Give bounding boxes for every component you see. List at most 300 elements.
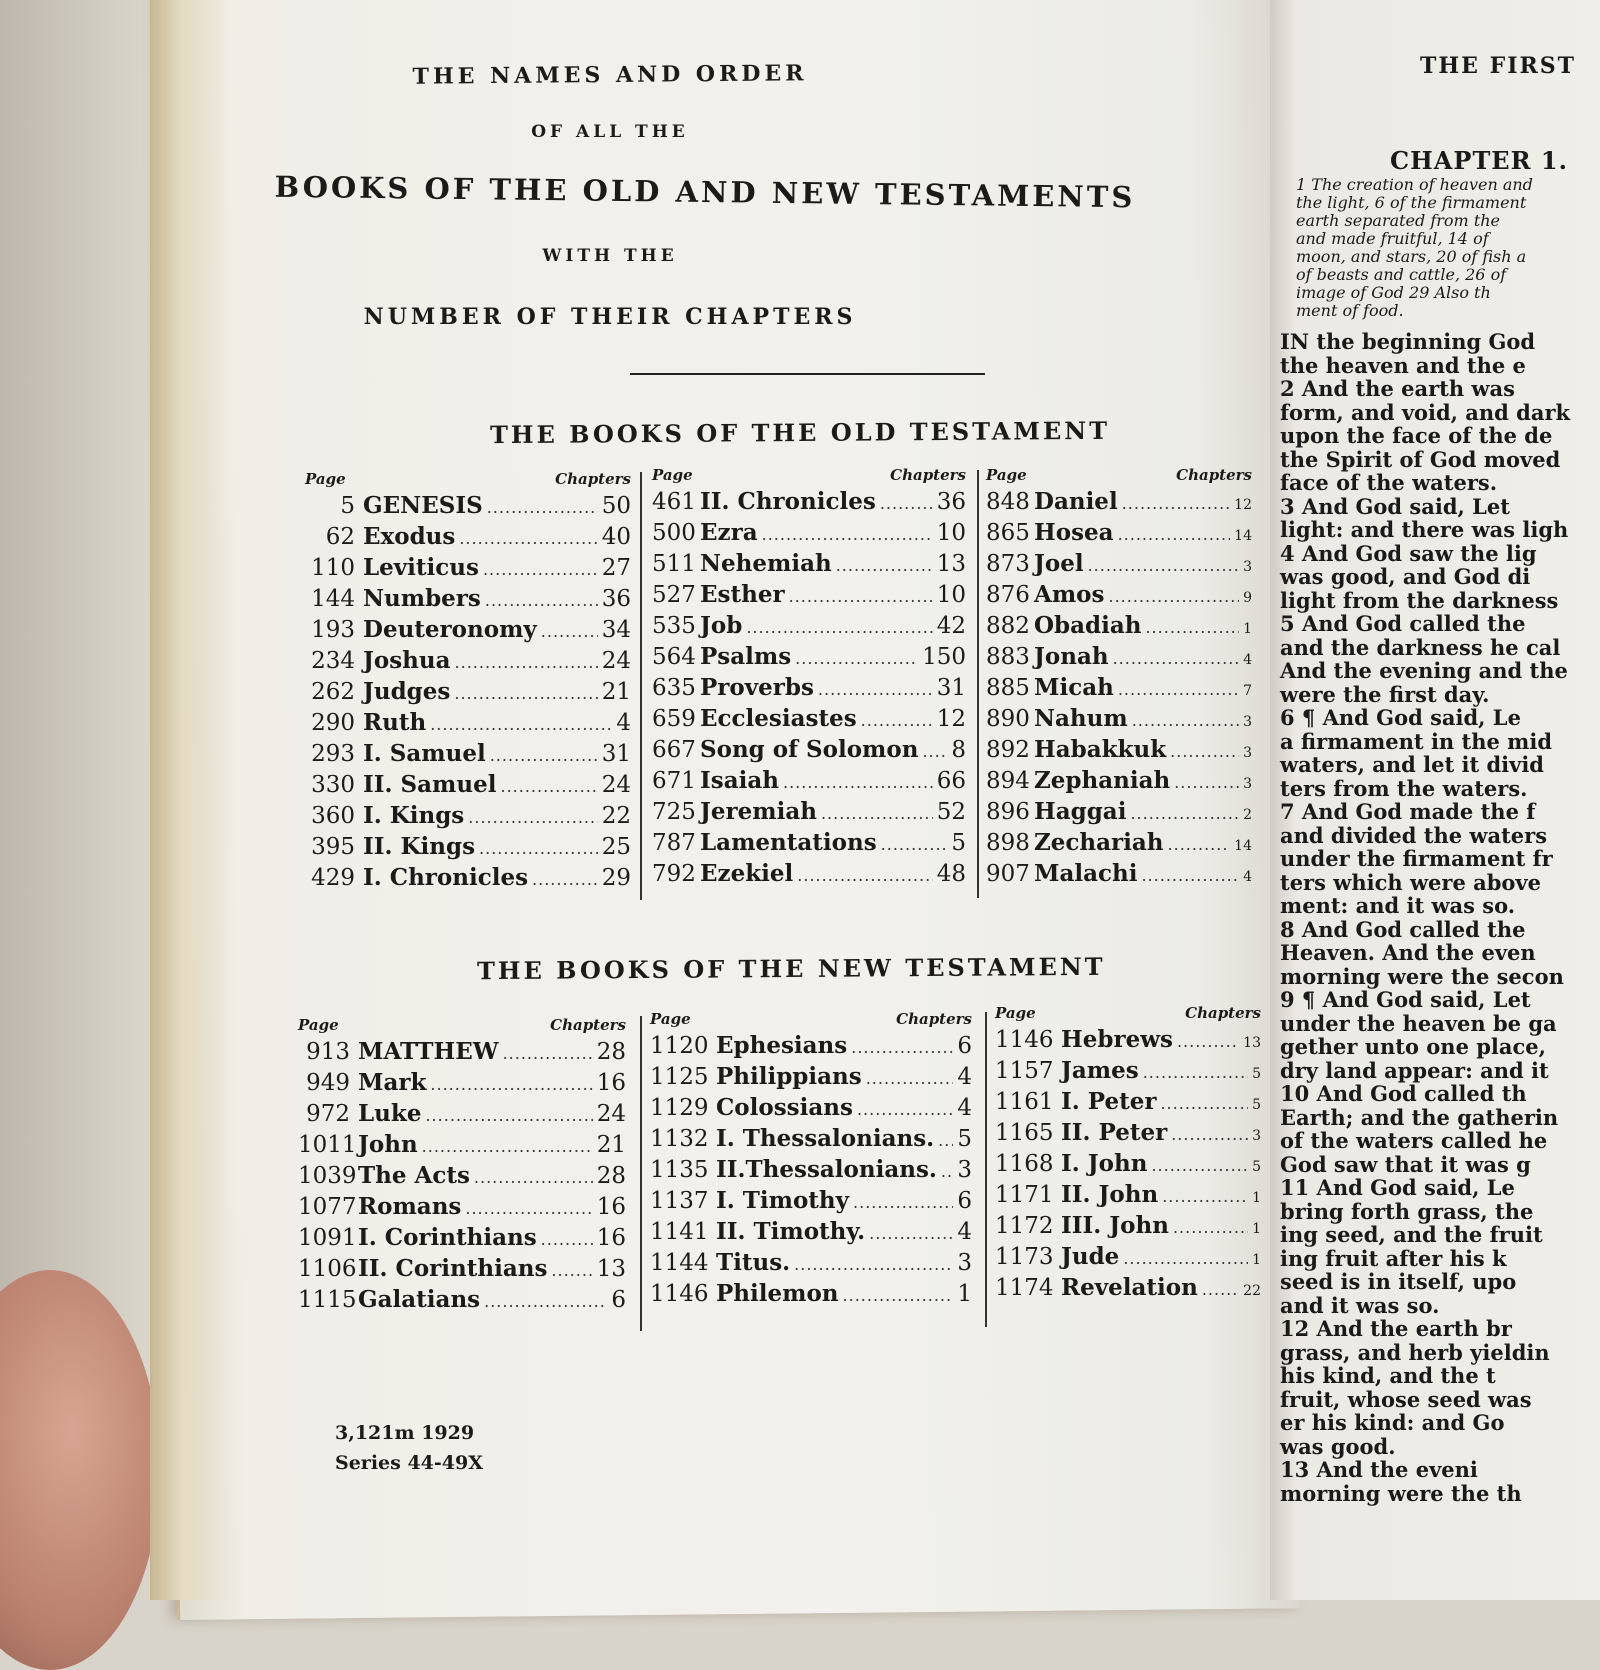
- book-page-number: 890: [986, 706, 1030, 732]
- page-label: Page: [986, 466, 1027, 484]
- book-name: II. Chronicles: [700, 488, 876, 515]
- book-page-number: 1171: [995, 1182, 1054, 1208]
- leader-dots: [818, 680, 933, 699]
- column-header: [650, 1010, 972, 1032]
- book-chapter-count: 4: [957, 1095, 972, 1121]
- book-entry: [986, 860, 1252, 891]
- book-chapter-count: 13: [596, 1256, 626, 1282]
- verse-line: 5 And God called the: [1280, 611, 1526, 636]
- leader-dots: [762, 525, 933, 544]
- book-page-number: 876: [986, 582, 1030, 608]
- book-name: Deuteronomy: [363, 616, 537, 643]
- chapters-label: Chapters: [1185, 1004, 1261, 1022]
- book-page-number: 1144: [650, 1250, 709, 1276]
- chapter-summary: [1296, 176, 1600, 320]
- leader-dots: [474, 1168, 593, 1187]
- book-name: Song of Solomon: [700, 736, 919, 763]
- verse-line: light from the darkness: [1280, 587, 1559, 613]
- book-chapter-count: 1: [1243, 621, 1252, 637]
- book-chapter-count: 14: [1234, 528, 1252, 544]
- leader-dots: [468, 808, 597, 827]
- book-name: II. Kings: [363, 833, 476, 860]
- book-page-number: 913: [306, 1039, 350, 1065]
- book-name: I. John: [1061, 1150, 1148, 1177]
- genesis-page: [1280, 55, 1600, 1505]
- book-entry: [652, 612, 966, 643]
- book-entry: [986, 705, 1252, 736]
- book-name: II. Timothy.: [716, 1218, 866, 1245]
- book-entry: [650, 1156, 972, 1187]
- book-chapter-count: 10: [936, 582, 966, 608]
- book-chapter-count: 1: [1252, 1252, 1261, 1268]
- book-page-number: 873: [986, 551, 1030, 577]
- verse-line: of the waters called he: [1280, 1128, 1548, 1153]
- book-entry: [995, 1181, 1261, 1212]
- book-page-number: 848: [986, 489, 1030, 515]
- book-entry: [652, 519, 966, 550]
- leader-dots: [1168, 835, 1231, 854]
- book-name: Proverbs: [700, 674, 814, 701]
- book-chapter-count: 14: [1234, 838, 1252, 854]
- verse-line: 7 And God made the f: [1280, 799, 1536, 824]
- leader-dots: [485, 591, 598, 610]
- leader-dots: [1122, 494, 1230, 513]
- book-name: Ecclesiastes: [700, 705, 857, 732]
- book-entry: [995, 1212, 1261, 1243]
- book-name: I. Timothy: [716, 1187, 850, 1214]
- ot-column-1: [305, 470, 631, 895]
- book-page-number: 193: [311, 617, 355, 643]
- book-entry: [305, 802, 631, 833]
- verse-line: was good.: [1280, 1433, 1396, 1459]
- book-page-number: 725: [652, 799, 696, 825]
- book-entry: [995, 1119, 1261, 1150]
- book-chapter-count: 4: [1243, 869, 1252, 885]
- summary-line: moon, and stars, 20 of fish a: [1296, 247, 1527, 266]
- book-entry: [305, 833, 631, 864]
- verse-line: And the evening and the: [1280, 658, 1568, 683]
- book-name: Jonah: [1034, 643, 1109, 670]
- verse-line: ment: and it was so.: [1280, 893, 1516, 918]
- page-label: Page: [305, 470, 346, 488]
- book-entry: [298, 1038, 626, 1069]
- book-name: I. Corinthians: [358, 1224, 537, 1251]
- book-chapter-count: 2: [1243, 807, 1252, 823]
- book-chapter-count: 28: [596, 1039, 626, 1065]
- book-page-number: 1135: [650, 1157, 709, 1183]
- book-entry: [652, 860, 966, 891]
- book-chapter-count: 22: [601, 803, 631, 829]
- title-line-4: WITH THE: [542, 246, 678, 266]
- book-page-number: 1165: [995, 1120, 1054, 1146]
- book-chapter-count: 50: [601, 493, 631, 519]
- page-label: Page: [995, 1004, 1036, 1022]
- book-page-number: 972: [306, 1101, 350, 1127]
- book-name: Jeremiah: [700, 798, 817, 825]
- book-entry: [986, 519, 1252, 550]
- leader-dots: [1130, 804, 1239, 823]
- book-name: Numbers: [363, 585, 481, 612]
- book-name: III. John: [1061, 1212, 1169, 1239]
- leader-dots: [500, 777, 597, 796]
- leader-dots: [1143, 1063, 1248, 1082]
- book-entry: [986, 767, 1252, 798]
- book-entry: [305, 554, 631, 585]
- book-page-number: 1161: [995, 1089, 1054, 1115]
- chapters-label: Chapters: [1176, 466, 1252, 484]
- book-page-number: 659: [652, 706, 696, 732]
- book-entry: [650, 1063, 972, 1094]
- book-page-number: 949: [306, 1070, 350, 1096]
- book-chapter-count: 3: [1243, 714, 1252, 730]
- book-entry: [995, 1243, 1261, 1274]
- book-chapter-count: 52: [936, 799, 966, 825]
- book-chapter-count: 1: [1252, 1221, 1261, 1237]
- verse-line: was good, and God di: [1280, 564, 1531, 589]
- leader-dots: [483, 560, 598, 579]
- right-page-title: THE FIRST: [1420, 53, 1577, 79]
- book-entry: [305, 647, 631, 678]
- book-page-number: 896: [986, 799, 1030, 825]
- book-name: Habakkuk: [1034, 736, 1167, 763]
- page-label: Page: [298, 1016, 339, 1034]
- book-chapter-count: 5: [951, 830, 966, 856]
- book-page-number: 500: [652, 520, 696, 546]
- book-page-number: 892: [986, 737, 1030, 763]
- book-entry: [650, 1218, 972, 1249]
- book-entry: [652, 674, 966, 705]
- book-name: Mark: [358, 1069, 427, 1096]
- book-entry: [650, 1094, 972, 1125]
- book-page-number: 144: [311, 586, 355, 612]
- book-page-number: 865: [986, 520, 1030, 546]
- book-name: John: [358, 1131, 418, 1158]
- verse-line: God saw that it was g: [1280, 1151, 1531, 1177]
- book-name: Galatians: [358, 1286, 481, 1313]
- verse-line: er his kind: and Go: [1280, 1410, 1505, 1435]
- book-chapter-count: 10: [936, 520, 966, 546]
- book-chapter-count: 4: [957, 1219, 972, 1245]
- book-page-number: 1106: [298, 1256, 357, 1282]
- verse-line: ing fruit after his k: [1280, 1245, 1507, 1271]
- book-name: Nahum: [1034, 705, 1128, 732]
- series-code: Series 44-49X: [335, 1452, 483, 1474]
- ot-column-3: [986, 466, 1252, 891]
- verse-line: upon the face of the de: [1280, 423, 1553, 448]
- chapter-body: [1280, 330, 1600, 1505]
- column-header: [995, 1004, 1261, 1026]
- ot-separator-1: [640, 472, 642, 900]
- summary-line: image of God 29 Also th: [1296, 283, 1491, 302]
- column-header: [986, 466, 1252, 488]
- book-entry: [652, 581, 966, 612]
- book-chapter-count: 13: [1243, 1035, 1261, 1051]
- book-name: Ezekiel: [700, 860, 794, 887]
- book-name: Ezra: [700, 519, 758, 546]
- book-page-number: 787: [652, 830, 696, 856]
- book-chapter-count: 3: [1243, 559, 1252, 575]
- book-name: Obadiah: [1034, 612, 1142, 639]
- book-entry: [305, 492, 631, 523]
- book-chapter-count: 31: [936, 675, 966, 701]
- leader-dots: [843, 1286, 954, 1305]
- leader-dots: [941, 1162, 953, 1181]
- leader-dots: [881, 835, 948, 854]
- book-chapter-count: 5: [1252, 1097, 1261, 1113]
- leader-dots: [1108, 587, 1239, 606]
- leader-dots: [922, 742, 947, 761]
- book-page-number: 234: [311, 648, 355, 674]
- book-chapter-count: 3: [1243, 776, 1252, 792]
- verse-line: face of the waters.: [1280, 470, 1498, 495]
- book-chapter-count: 66: [936, 768, 966, 794]
- book-entry: [652, 550, 966, 581]
- leader-dots: [857, 1100, 953, 1119]
- book-entry: [305, 864, 631, 895]
- book-name: Malachi: [1034, 860, 1138, 887]
- verse-line: morning were the th: [1280, 1480, 1522, 1506]
- book-page-number: 1157: [995, 1058, 1054, 1084]
- book-name: Jude: [1061, 1243, 1120, 1270]
- book-chapter-count: 9: [1243, 590, 1252, 606]
- book-entry: [995, 1057, 1261, 1088]
- leader-dots: [430, 1075, 592, 1094]
- column-header: [298, 1016, 626, 1038]
- nt-column-1: [298, 1016, 626, 1317]
- book-chapter-count: 4: [1243, 652, 1252, 668]
- book-name: Lamentations: [700, 829, 877, 856]
- book-page-number: 635: [652, 675, 696, 701]
- book-entry: [650, 1187, 972, 1218]
- nt-separator-1: [640, 1016, 642, 1331]
- verse-line: ing seed, and the fruit: [1280, 1222, 1543, 1247]
- book-name: II. Peter: [1061, 1119, 1168, 1146]
- chapters-label: Chapters: [555, 470, 631, 488]
- leader-dots: [1174, 773, 1239, 792]
- book-name: Zechariah: [1034, 829, 1164, 856]
- verse-line: 13 And the eveni: [1280, 1457, 1478, 1482]
- old-testament-title: THE BOOKS OF THE OLD TESTAMENT: [489, 415, 1111, 450]
- book-name: Luke: [358, 1100, 422, 1127]
- summary-line: 1 The creation of heaven and: [1296, 175, 1533, 194]
- book-entry: [995, 1088, 1261, 1119]
- leader-dots: [797, 866, 932, 885]
- book-chapter-count: 150: [922, 644, 966, 670]
- book-page-number: 1146: [650, 1281, 709, 1307]
- chapters-label: Chapters: [550, 1016, 626, 1034]
- book-name: Nehemiah: [700, 550, 832, 577]
- book-name: I. Thessalonians.: [716, 1125, 935, 1152]
- leader-dots: [1118, 680, 1239, 699]
- title-line-3: BOOKS OF THE OLD AND NEW TESTAMENTS: [274, 169, 1136, 215]
- book-name: Esther: [700, 581, 785, 608]
- book-name: Joel: [1034, 550, 1084, 577]
- book-page-number: 671: [652, 768, 696, 794]
- leader-dots: [1202, 1280, 1239, 1299]
- book-entry: [986, 829, 1252, 860]
- book-page-number: 62: [325, 524, 355, 550]
- book-name: II. Corinthians: [358, 1255, 548, 1282]
- title-line-2: OF ALL THE: [531, 122, 689, 142]
- book-page-number: 792: [652, 861, 696, 887]
- book-entry: [650, 1032, 972, 1063]
- book-chapter-count: 31: [601, 741, 631, 767]
- verse-line: bring forth grass, the: [1280, 1198, 1534, 1224]
- title-rule: [630, 373, 985, 375]
- book-chapter-count: 22: [1243, 1283, 1261, 1299]
- book-page-number: 1077: [298, 1194, 357, 1220]
- book-entry: [305, 740, 631, 771]
- book-name: Revelation: [1061, 1274, 1198, 1301]
- page-label: Page: [650, 1010, 691, 1028]
- leader-dots: [861, 711, 933, 730]
- book-entry: [652, 643, 966, 674]
- book-chapter-count: 5: [957, 1126, 972, 1152]
- book-chapter-count: 3: [1252, 1128, 1261, 1144]
- leader-dots: [1123, 1249, 1248, 1268]
- verse-line: 11 And God said, Le: [1280, 1175, 1515, 1200]
- book-entry: [986, 612, 1252, 643]
- book-name: I. Kings: [363, 802, 465, 829]
- book-name: Amos: [1034, 581, 1105, 608]
- verse-line: fruit, whose seed was: [1280, 1386, 1532, 1412]
- book-name: II. John: [1061, 1181, 1159, 1208]
- book-chapter-count: 34: [601, 617, 631, 643]
- book-chapter-count: 12: [936, 706, 966, 732]
- book-name: I. Peter: [1061, 1088, 1157, 1115]
- book-page-number: 883: [986, 644, 1030, 670]
- leader-dots: [551, 1261, 592, 1280]
- verse-line: under the heaven be ga: [1280, 1010, 1557, 1036]
- book-entry: [986, 581, 1252, 612]
- verse-line: the Spirit of God moved: [1280, 446, 1561, 472]
- verse-line: and the darkness he cal: [1280, 634, 1561, 660]
- leader-dots: [430, 715, 612, 734]
- leader-dots: [454, 684, 597, 703]
- book-name: Colossians: [716, 1094, 853, 1121]
- book-entry: [995, 1150, 1261, 1181]
- verse-line: Earth; and the gatherin: [1280, 1104, 1559, 1130]
- book-entry: [652, 767, 966, 798]
- verse-line: Heaven. And the even: [1280, 940, 1536, 965]
- book-page-number: 1146: [995, 1027, 1054, 1053]
- book-name: Micah: [1034, 674, 1114, 701]
- book-chapter-count: 5: [1252, 1159, 1261, 1175]
- verse-line: the heaven and the e: [1280, 352, 1526, 378]
- book-chapter-count: 6: [611, 1287, 626, 1313]
- book-page-number: 527: [652, 582, 696, 608]
- book-page-number: 1011: [298, 1132, 357, 1158]
- book-page-number: 564: [652, 644, 696, 670]
- book-name: James: [1061, 1057, 1139, 1084]
- book-chapter-count: 24: [596, 1101, 626, 1127]
- leader-dots: [1145, 618, 1239, 637]
- book-chapter-count: 3: [1243, 745, 1252, 761]
- verse-line: and it was so.: [1280, 1292, 1440, 1318]
- verse-line: 2 And the earth was: [1280, 376, 1515, 401]
- book-page-number: 1141: [650, 1219, 709, 1245]
- chapters-label: Chapters: [896, 1010, 972, 1028]
- verse-line: form, and void, and dark: [1280, 399, 1571, 425]
- book-entry: [298, 1100, 626, 1131]
- book-name: Haggai: [1034, 798, 1127, 825]
- book-page-number: 5: [340, 493, 355, 519]
- leader-dots: [541, 622, 598, 641]
- book-entry: [986, 736, 1252, 767]
- book-name: I. Samuel: [363, 740, 486, 767]
- title-line-5: NUMBER OF THEIR CHAPTERS: [363, 304, 857, 330]
- book-chapter-count: 16: [596, 1070, 626, 1096]
- book-page-number: 667: [652, 737, 696, 763]
- book-page-number: 1091: [298, 1225, 357, 1251]
- book-entry: [650, 1125, 972, 1156]
- book-entry: [298, 1224, 626, 1255]
- book-entry: [298, 1286, 626, 1317]
- book-name: Titus.: [716, 1249, 791, 1276]
- book-chapter-count: 24: [601, 648, 631, 674]
- book-name: Hebrews: [1061, 1026, 1173, 1053]
- leader-dots: [794, 1255, 953, 1274]
- verse-line: his kind, and the t: [1280, 1363, 1496, 1388]
- book-page-number: 110: [311, 555, 355, 581]
- leader-dots: [1173, 1218, 1248, 1237]
- book-entry: [986, 798, 1252, 829]
- verse-line: 9 ¶ And God said, Let: [1280, 987, 1531, 1012]
- leader-dots: [503, 1044, 593, 1063]
- leader-dots: [746, 618, 932, 637]
- leader-dots: [866, 1069, 954, 1088]
- book-entry: [298, 1162, 626, 1193]
- print-code: 3,121m 1929: [335, 1422, 475, 1444]
- book-page-number: 262: [311, 679, 355, 705]
- book-chapter-count: 25: [601, 834, 631, 860]
- chapters-label: Chapters: [890, 466, 966, 484]
- book-page-number: 1120: [650, 1033, 709, 1059]
- verse-line: 6 ¶ And God said, Le: [1280, 705, 1521, 730]
- book-page-number: 461: [652, 489, 696, 515]
- book-chapter-count: 28: [596, 1163, 626, 1189]
- book-chapter-count: 48: [936, 861, 966, 887]
- nt-column-2: [650, 1010, 972, 1311]
- book-page-number: 1115: [298, 1287, 357, 1313]
- book-name: I. Chronicles: [363, 864, 529, 891]
- book-name: Philippians: [716, 1063, 862, 1090]
- verse-line: dry land appear: and it: [1280, 1057, 1549, 1083]
- book-chapter-count: 29: [601, 865, 631, 891]
- book-entry: [298, 1193, 626, 1224]
- verse-line: seed is in itself, upo: [1280, 1269, 1517, 1294]
- book-chapter-count: 7: [1243, 683, 1252, 699]
- book-entry: [298, 1069, 626, 1100]
- book-page-number: 535: [652, 613, 696, 639]
- leader-dots: [1171, 1125, 1248, 1144]
- book-page-number: 898: [986, 830, 1030, 856]
- book-entry: [298, 1255, 626, 1286]
- book-page-number: 1168: [995, 1151, 1054, 1177]
- verse-line: waters, and let it divid: [1280, 752, 1544, 777]
- nt-separator-2: [985, 1012, 987, 1327]
- leader-dots: [1113, 649, 1240, 668]
- book-chapter-count: 4: [957, 1064, 972, 1090]
- leader-dots: [455, 653, 598, 672]
- book-name: Ephesians: [716, 1032, 848, 1059]
- leader-dots: [851, 1038, 953, 1057]
- book-chapter-count: 21: [596, 1132, 626, 1158]
- book-chapter-count: 8: [951, 737, 966, 763]
- book-page-number: 907: [986, 861, 1030, 887]
- book-chapter-count: 21: [601, 679, 631, 705]
- leader-dots: [459, 529, 597, 548]
